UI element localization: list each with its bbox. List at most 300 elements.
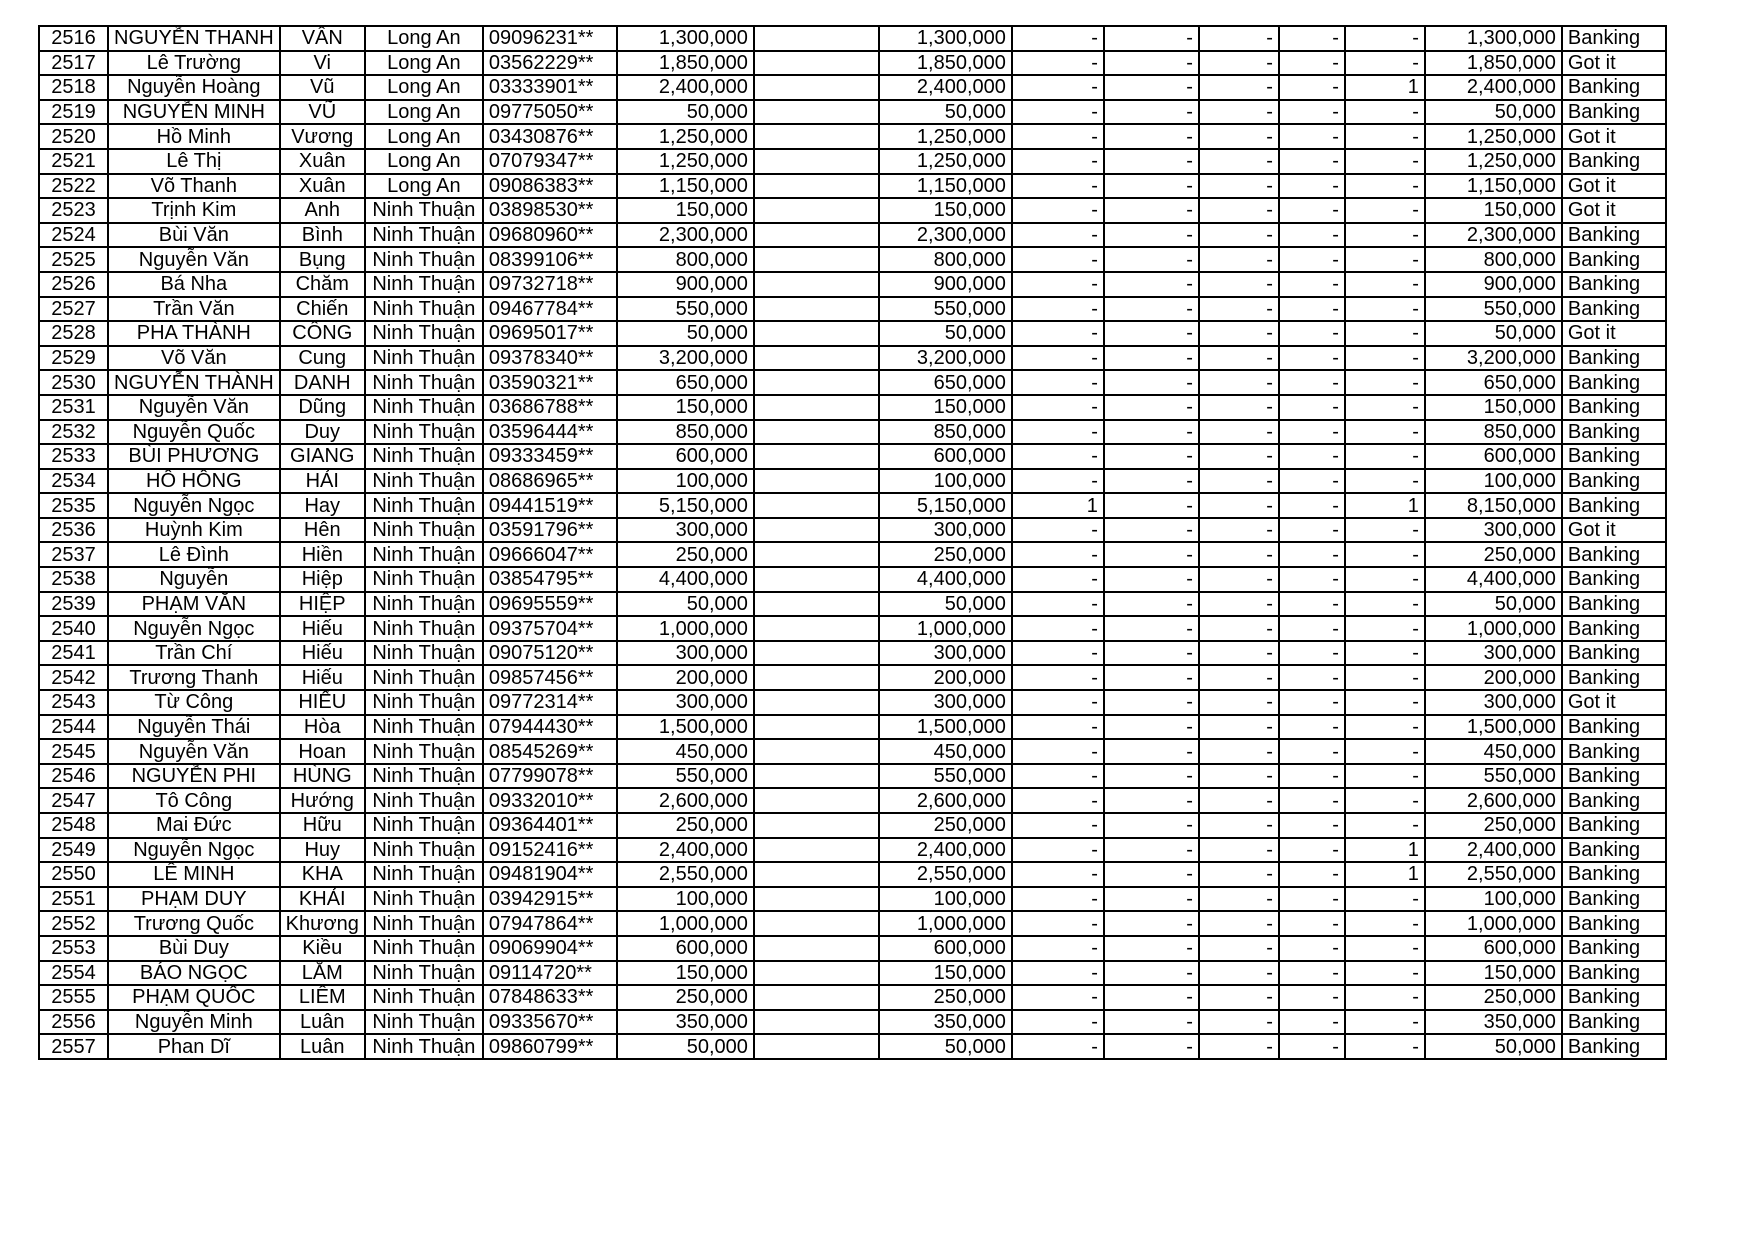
blank-column-cell <box>754 247 879 272</box>
flag-3-cell: - <box>1199 321 1279 346</box>
payment-method-cell: Got it <box>1562 690 1666 715</box>
payment-method-cell: Banking <box>1562 346 1666 371</box>
row-number-cell: 2547 <box>39 788 108 813</box>
table-row <box>39 420 1666 445</box>
amount-cell: 250,000 <box>617 985 754 1010</box>
flag-4-cell: - <box>1279 985 1345 1010</box>
flag-3-cell: - <box>1199 542 1279 567</box>
flag-3-cell: - <box>1199 862 1279 887</box>
blank-column-cell <box>754 764 879 789</box>
given-name-cell: Kiều <box>280 936 365 961</box>
flag-4-cell: - <box>1279 567 1345 592</box>
blank-column-cell <box>754 1034 879 1059</box>
flag-4-cell: - <box>1279 100 1345 125</box>
province-cell: Long An <box>365 75 483 100</box>
total-amount-cell: 50,000 <box>1425 100 1562 125</box>
flag-4-cell: - <box>1279 592 1345 617</box>
row-number-cell: 2530 <box>39 370 108 395</box>
flag-4-cell: - <box>1279 887 1345 912</box>
row-number-cell: 2519 <box>39 100 108 125</box>
given-name-cell: HIẾU <box>280 690 365 715</box>
flag-2-cell: - <box>1104 887 1199 912</box>
amount-repeat-cell: 150,000 <box>879 395 1012 420</box>
flag-1-cell: - <box>1012 1034 1104 1059</box>
flag-4-cell: - <box>1279 813 1345 838</box>
amount-repeat-cell: 250,000 <box>879 985 1012 1010</box>
flag-3-cell: - <box>1199 690 1279 715</box>
phone-number-cell: 09069904** <box>483 936 617 961</box>
row-number-cell: 2542 <box>39 665 108 690</box>
province-cell: Ninh Thuận <box>365 346 483 371</box>
given-name-cell: Hay <box>280 493 365 518</box>
province-cell: Ninh Thuận <box>365 493 483 518</box>
payment-method-cell: Banking <box>1562 100 1666 125</box>
flag-4-cell: - <box>1279 149 1345 174</box>
flag-2-cell: - <box>1104 149 1199 174</box>
phone-number-cell: 03333901** <box>483 75 617 100</box>
given-name-cell: Bụng <box>280 247 365 272</box>
flag-5-cell: - <box>1345 764 1425 789</box>
payment-method-cell: Banking <box>1562 665 1666 690</box>
row-number-cell: 2528 <box>39 321 108 346</box>
row-number-cell: 2533 <box>39 444 108 469</box>
table-row <box>39 149 1666 174</box>
flag-3-cell: - <box>1199 174 1279 199</box>
flag-1-cell: - <box>1012 887 1104 912</box>
province-cell: Ninh Thuận <box>365 985 483 1010</box>
payment-method-cell: Got it <box>1562 51 1666 76</box>
flag-5-cell: - <box>1345 26 1425 51</box>
blank-column-cell <box>754 1010 879 1035</box>
row-number-cell: 2520 <box>39 124 108 149</box>
given-name-cell: Anh <box>280 198 365 223</box>
flag-3-cell: - <box>1199 444 1279 469</box>
blank-column-cell <box>754 297 879 322</box>
phone-number-cell: 03596444** <box>483 420 617 445</box>
table-row <box>39 75 1666 100</box>
given-name-cell: CÔNG <box>280 321 365 346</box>
flag-4-cell: - <box>1279 297 1345 322</box>
payment-method-cell: Banking <box>1562 985 1666 1010</box>
given-name-cell: Chăm <box>280 272 365 297</box>
blank-column-cell <box>754 124 879 149</box>
row-number-cell: 2544 <box>39 715 108 740</box>
province-cell: Ninh Thuận <box>365 739 483 764</box>
payment-method-cell: Banking <box>1562 420 1666 445</box>
total-amount-cell: 3,200,000 <box>1425 346 1562 371</box>
flag-1-cell: - <box>1012 518 1104 543</box>
flag-1-cell: - <box>1012 690 1104 715</box>
flag-5-cell: - <box>1345 51 1425 76</box>
table-row <box>39 961 1666 986</box>
flag-2-cell: - <box>1104 764 1199 789</box>
table-row <box>39 936 1666 961</box>
blank-column-cell <box>754 838 879 863</box>
total-amount-cell: 2,400,000 <box>1425 75 1562 100</box>
blank-column-cell <box>754 272 879 297</box>
payment-method-cell: Banking <box>1562 370 1666 395</box>
family-name-cell: Trần Văn <box>108 297 280 322</box>
flag-5-cell: - <box>1345 223 1425 248</box>
phone-number-cell: 09333459** <box>483 444 617 469</box>
flag-4-cell: - <box>1279 838 1345 863</box>
province-cell: Ninh Thuận <box>365 247 483 272</box>
flag-1-cell: - <box>1012 813 1104 838</box>
flag-5-cell: - <box>1345 395 1425 420</box>
payment-method-cell: Banking <box>1562 149 1666 174</box>
total-amount-cell: 200,000 <box>1425 665 1562 690</box>
flag-4-cell: - <box>1279 764 1345 789</box>
flag-3-cell: - <box>1199 788 1279 813</box>
phone-number-cell: 09096231** <box>483 26 617 51</box>
blank-column-cell <box>754 198 879 223</box>
flag-2-cell: - <box>1104 616 1199 641</box>
table-row <box>39 51 1666 76</box>
flag-4-cell: - <box>1279 174 1345 199</box>
table-row <box>39 297 1666 322</box>
amount-repeat-cell: 300,000 <box>879 641 1012 666</box>
flag-5-cell: - <box>1345 961 1425 986</box>
given-name-cell: VÂN <box>280 26 365 51</box>
total-amount-cell: 2,300,000 <box>1425 223 1562 248</box>
flag-1-cell: - <box>1012 100 1104 125</box>
province-cell: Ninh Thuận <box>365 911 483 936</box>
province-cell: Ninh Thuận <box>365 961 483 986</box>
flag-1-cell: - <box>1012 444 1104 469</box>
phone-number-cell: 09666047** <box>483 542 617 567</box>
family-name-cell: Trương Thanh <box>108 665 280 690</box>
family-name-cell: Bùi Văn <box>108 223 280 248</box>
phone-number-cell: 03942915** <box>483 887 617 912</box>
amount-cell: 550,000 <box>617 297 754 322</box>
table-row <box>39 100 1666 125</box>
flag-3-cell: - <box>1199 198 1279 223</box>
amount-cell: 1,000,000 <box>617 911 754 936</box>
amount-cell: 250,000 <box>617 542 754 567</box>
given-name-cell: GIANG <box>280 444 365 469</box>
flag-2-cell: - <box>1104 862 1199 887</box>
family-name-cell: Lê Đình <box>108 542 280 567</box>
donation-table <box>38 25 1667 1060</box>
phone-number-cell: 07944430** <box>483 715 617 740</box>
province-cell: Long An <box>365 149 483 174</box>
phone-number-cell: 09086383** <box>483 174 617 199</box>
flag-5-cell: 1 <box>1345 862 1425 887</box>
flag-4-cell: - <box>1279 1034 1345 1059</box>
flag-2-cell: - <box>1104 518 1199 543</box>
flag-3-cell: - <box>1199 247 1279 272</box>
amount-cell: 2,600,000 <box>617 788 754 813</box>
total-amount-cell: 250,000 <box>1425 985 1562 1010</box>
amount-cell: 150,000 <box>617 198 754 223</box>
amount-repeat-cell: 900,000 <box>879 272 1012 297</box>
total-amount-cell: 350,000 <box>1425 1010 1562 1035</box>
total-amount-cell: 650,000 <box>1425 370 1562 395</box>
row-number-cell: 2531 <box>39 395 108 420</box>
blank-column-cell <box>754 493 879 518</box>
province-cell: Ninh Thuận <box>365 272 483 297</box>
given-name-cell: Chiến <box>280 297 365 322</box>
flag-2-cell: - <box>1104 838 1199 863</box>
payment-method-cell: Banking <box>1562 813 1666 838</box>
flag-3-cell: - <box>1199 813 1279 838</box>
blank-column-cell <box>754 616 879 641</box>
family-name-cell: Nguyễn Ngọc <box>108 838 280 863</box>
given-name-cell: Xuân <box>280 149 365 174</box>
flag-5-cell: - <box>1345 149 1425 174</box>
given-name-cell: KHA <box>280 862 365 887</box>
row-number-cell: 2517 <box>39 51 108 76</box>
flag-4-cell: - <box>1279 51 1345 76</box>
payment-method-cell: Banking <box>1562 75 1666 100</box>
given-name-cell: Vi <box>280 51 365 76</box>
blank-column-cell <box>754 518 879 543</box>
flag-4-cell: - <box>1279 198 1345 223</box>
table-row <box>39 1034 1666 1059</box>
flag-3-cell: - <box>1199 395 1279 420</box>
province-cell: Long An <box>365 26 483 51</box>
amount-repeat-cell: 200,000 <box>879 665 1012 690</box>
family-name-cell: PHẠM VĂN <box>108 592 280 617</box>
amount-cell: 50,000 <box>617 321 754 346</box>
row-number-cell: 2554 <box>39 961 108 986</box>
blank-column-cell <box>754 739 879 764</box>
flag-2-cell: - <box>1104 690 1199 715</box>
given-name-cell: Luân <box>280 1010 365 1035</box>
flag-5-cell: - <box>1345 346 1425 371</box>
province-cell: Ninh Thuận <box>365 198 483 223</box>
total-amount-cell: 600,000 <box>1425 936 1562 961</box>
total-amount-cell: 4,400,000 <box>1425 567 1562 592</box>
flag-5-cell: - <box>1345 788 1425 813</box>
table-row <box>39 739 1666 764</box>
row-number-cell: 2527 <box>39 297 108 322</box>
phone-number-cell: 09695017** <box>483 321 617 346</box>
amount-repeat-cell: 300,000 <box>879 690 1012 715</box>
row-number-cell: 2555 <box>39 985 108 1010</box>
blank-column-cell <box>754 862 879 887</box>
flag-4-cell: - <box>1279 26 1345 51</box>
table-row <box>39 493 1666 518</box>
flag-3-cell: - <box>1199 26 1279 51</box>
flag-2-cell: - <box>1104 665 1199 690</box>
table-row <box>39 813 1666 838</box>
table-row <box>39 887 1666 912</box>
flag-3-cell: - <box>1199 297 1279 322</box>
phone-number-cell: 09335670** <box>483 1010 617 1035</box>
flag-3-cell: - <box>1199 469 1279 494</box>
amount-cell: 300,000 <box>617 518 754 543</box>
family-name-cell: Nguyễn Văn <box>108 395 280 420</box>
payment-method-cell: Banking <box>1562 961 1666 986</box>
amount-repeat-cell: 1,150,000 <box>879 174 1012 199</box>
total-amount-cell: 50,000 <box>1425 592 1562 617</box>
given-name-cell: Hòa <box>280 715 365 740</box>
flag-2-cell: - <box>1104 51 1199 76</box>
flag-2-cell: - <box>1104 223 1199 248</box>
flag-5-cell: - <box>1345 911 1425 936</box>
flag-4-cell: - <box>1279 493 1345 518</box>
flag-1-cell: - <box>1012 665 1104 690</box>
amount-cell: 2,400,000 <box>617 75 754 100</box>
blank-column-cell <box>754 444 879 469</box>
family-name-cell: PHẠM QUỐC <box>108 985 280 1010</box>
row-number-cell: 2518 <box>39 75 108 100</box>
flag-2-cell: - <box>1104 420 1199 445</box>
amount-cell: 2,300,000 <box>617 223 754 248</box>
province-cell: Long An <box>365 124 483 149</box>
flag-3-cell: - <box>1199 75 1279 100</box>
flag-5-cell: - <box>1345 813 1425 838</box>
blank-column-cell <box>754 788 879 813</box>
amount-cell: 1,000,000 <box>617 616 754 641</box>
flag-4-cell: - <box>1279 75 1345 100</box>
flag-3-cell: - <box>1199 1034 1279 1059</box>
flag-5-cell: - <box>1345 641 1425 666</box>
given-name-cell: Duy <box>280 420 365 445</box>
flag-4-cell: - <box>1279 936 1345 961</box>
flag-4-cell: - <box>1279 321 1345 346</box>
flag-1-cell: - <box>1012 862 1104 887</box>
flag-5-cell: 1 <box>1345 493 1425 518</box>
flag-2-cell: - <box>1104 444 1199 469</box>
blank-column-cell <box>754 985 879 1010</box>
amount-repeat-cell: 3,200,000 <box>879 346 1012 371</box>
phone-number-cell: 09772314** <box>483 690 617 715</box>
amount-repeat-cell: 2,600,000 <box>879 788 1012 813</box>
blank-column-cell <box>754 395 879 420</box>
family-name-cell: Bùi Duy <box>108 936 280 961</box>
flag-2-cell: - <box>1104 370 1199 395</box>
flag-5-cell: - <box>1345 174 1425 199</box>
flag-2-cell: - <box>1104 75 1199 100</box>
province-cell: Ninh Thuận <box>365 592 483 617</box>
amount-cell: 1,300,000 <box>617 26 754 51</box>
blank-column-cell <box>754 469 879 494</box>
table-body <box>39 26 1666 1059</box>
row-number-cell: 2543 <box>39 690 108 715</box>
flag-5-cell: - <box>1345 887 1425 912</box>
given-name-cell: DANH <box>280 370 365 395</box>
flag-3-cell: - <box>1199 1010 1279 1035</box>
blank-column-cell <box>754 100 879 125</box>
amount-repeat-cell: 150,000 <box>879 198 1012 223</box>
amount-repeat-cell: 1,850,000 <box>879 51 1012 76</box>
amount-cell: 50,000 <box>617 592 754 617</box>
payment-method-cell: Banking <box>1562 788 1666 813</box>
amount-cell: 300,000 <box>617 641 754 666</box>
amount-repeat-cell: 1,250,000 <box>879 124 1012 149</box>
flag-5-cell: - <box>1345 936 1425 961</box>
table-row <box>39 469 1666 494</box>
phone-number-cell: 03854795** <box>483 567 617 592</box>
amount-cell: 550,000 <box>617 764 754 789</box>
flag-2-cell: - <box>1104 1010 1199 1035</box>
row-number-cell: 2529 <box>39 346 108 371</box>
row-number-cell: 2516 <box>39 26 108 51</box>
total-amount-cell: 800,000 <box>1425 247 1562 272</box>
phone-number-cell: 09441519** <box>483 493 617 518</box>
province-cell: Ninh Thuận <box>365 665 483 690</box>
given-name-cell: Hoan <box>280 739 365 764</box>
flag-4-cell: - <box>1279 247 1345 272</box>
flag-3-cell: - <box>1199 961 1279 986</box>
family-name-cell: NGUYỄN MINH <box>108 100 280 125</box>
given-name-cell: Hiếu <box>280 665 365 690</box>
total-amount-cell: 1,500,000 <box>1425 715 1562 740</box>
payment-method-cell: Banking <box>1562 493 1666 518</box>
flag-1-cell: - <box>1012 26 1104 51</box>
flag-3-cell: - <box>1199 518 1279 543</box>
flag-1-cell: - <box>1012 395 1104 420</box>
phone-number-cell: 07799078** <box>483 764 617 789</box>
province-cell: Ninh Thuận <box>365 542 483 567</box>
flag-3-cell: - <box>1199 370 1279 395</box>
family-name-cell: Nguyễn Minh <box>108 1010 280 1035</box>
amount-cell: 600,000 <box>617 444 754 469</box>
family-name-cell: NGUYỄN THÀNH <box>108 370 280 395</box>
flag-4-cell: - <box>1279 715 1345 740</box>
province-cell: Ninh Thuận <box>365 420 483 445</box>
amount-repeat-cell: 100,000 <box>879 887 1012 912</box>
phone-number-cell: 03898530** <box>483 198 617 223</box>
family-name-cell: Nguyễn Hoàng <box>108 75 280 100</box>
province-cell: Ninh Thuận <box>365 813 483 838</box>
province-cell: Ninh Thuận <box>365 223 483 248</box>
blank-column-cell <box>754 567 879 592</box>
flag-2-cell: - <box>1104 911 1199 936</box>
family-name-cell: LÊ MINH <box>108 862 280 887</box>
amount-repeat-cell: 50,000 <box>879 592 1012 617</box>
flag-2-cell: - <box>1104 936 1199 961</box>
amount-cell: 1,500,000 <box>617 715 754 740</box>
total-amount-cell: 550,000 <box>1425 764 1562 789</box>
family-name-cell: NGUYỄN THANH <box>108 26 280 51</box>
flag-5-cell: - <box>1345 690 1425 715</box>
flag-3-cell: - <box>1199 715 1279 740</box>
phone-number-cell: 09467784** <box>483 297 617 322</box>
province-cell: Ninh Thuận <box>365 838 483 863</box>
given-name-cell: HẢI <box>280 469 365 494</box>
total-amount-cell: 150,000 <box>1425 961 1562 986</box>
blank-column-cell <box>754 715 879 740</box>
given-name-cell: LIÊM <box>280 985 365 1010</box>
amount-cell: 1,250,000 <box>617 149 754 174</box>
family-name-cell: Mai Đức <box>108 813 280 838</box>
payment-method-cell: Banking <box>1562 247 1666 272</box>
flag-1-cell: - <box>1012 272 1104 297</box>
flag-2-cell: - <box>1104 813 1199 838</box>
amount-cell: 3,200,000 <box>617 346 754 371</box>
flag-5-cell: 1 <box>1345 75 1425 100</box>
family-name-cell: BÁO NGỌC <box>108 961 280 986</box>
flag-5-cell: - <box>1345 321 1425 346</box>
province-cell: Ninh Thuận <box>365 518 483 543</box>
table-row <box>39 444 1666 469</box>
flag-3-cell: - <box>1199 887 1279 912</box>
row-number-cell: 2546 <box>39 764 108 789</box>
flag-1-cell: - <box>1012 715 1104 740</box>
flag-5-cell: - <box>1345 420 1425 445</box>
payment-method-cell: Banking <box>1562 26 1666 51</box>
flag-1-cell: - <box>1012 124 1104 149</box>
table-row <box>39 616 1666 641</box>
flag-1-cell: - <box>1012 174 1104 199</box>
row-number-cell: 2538 <box>39 567 108 592</box>
total-amount-cell: 2,600,000 <box>1425 788 1562 813</box>
total-amount-cell: 1,250,000 <box>1425 149 1562 174</box>
table-row <box>39 567 1666 592</box>
